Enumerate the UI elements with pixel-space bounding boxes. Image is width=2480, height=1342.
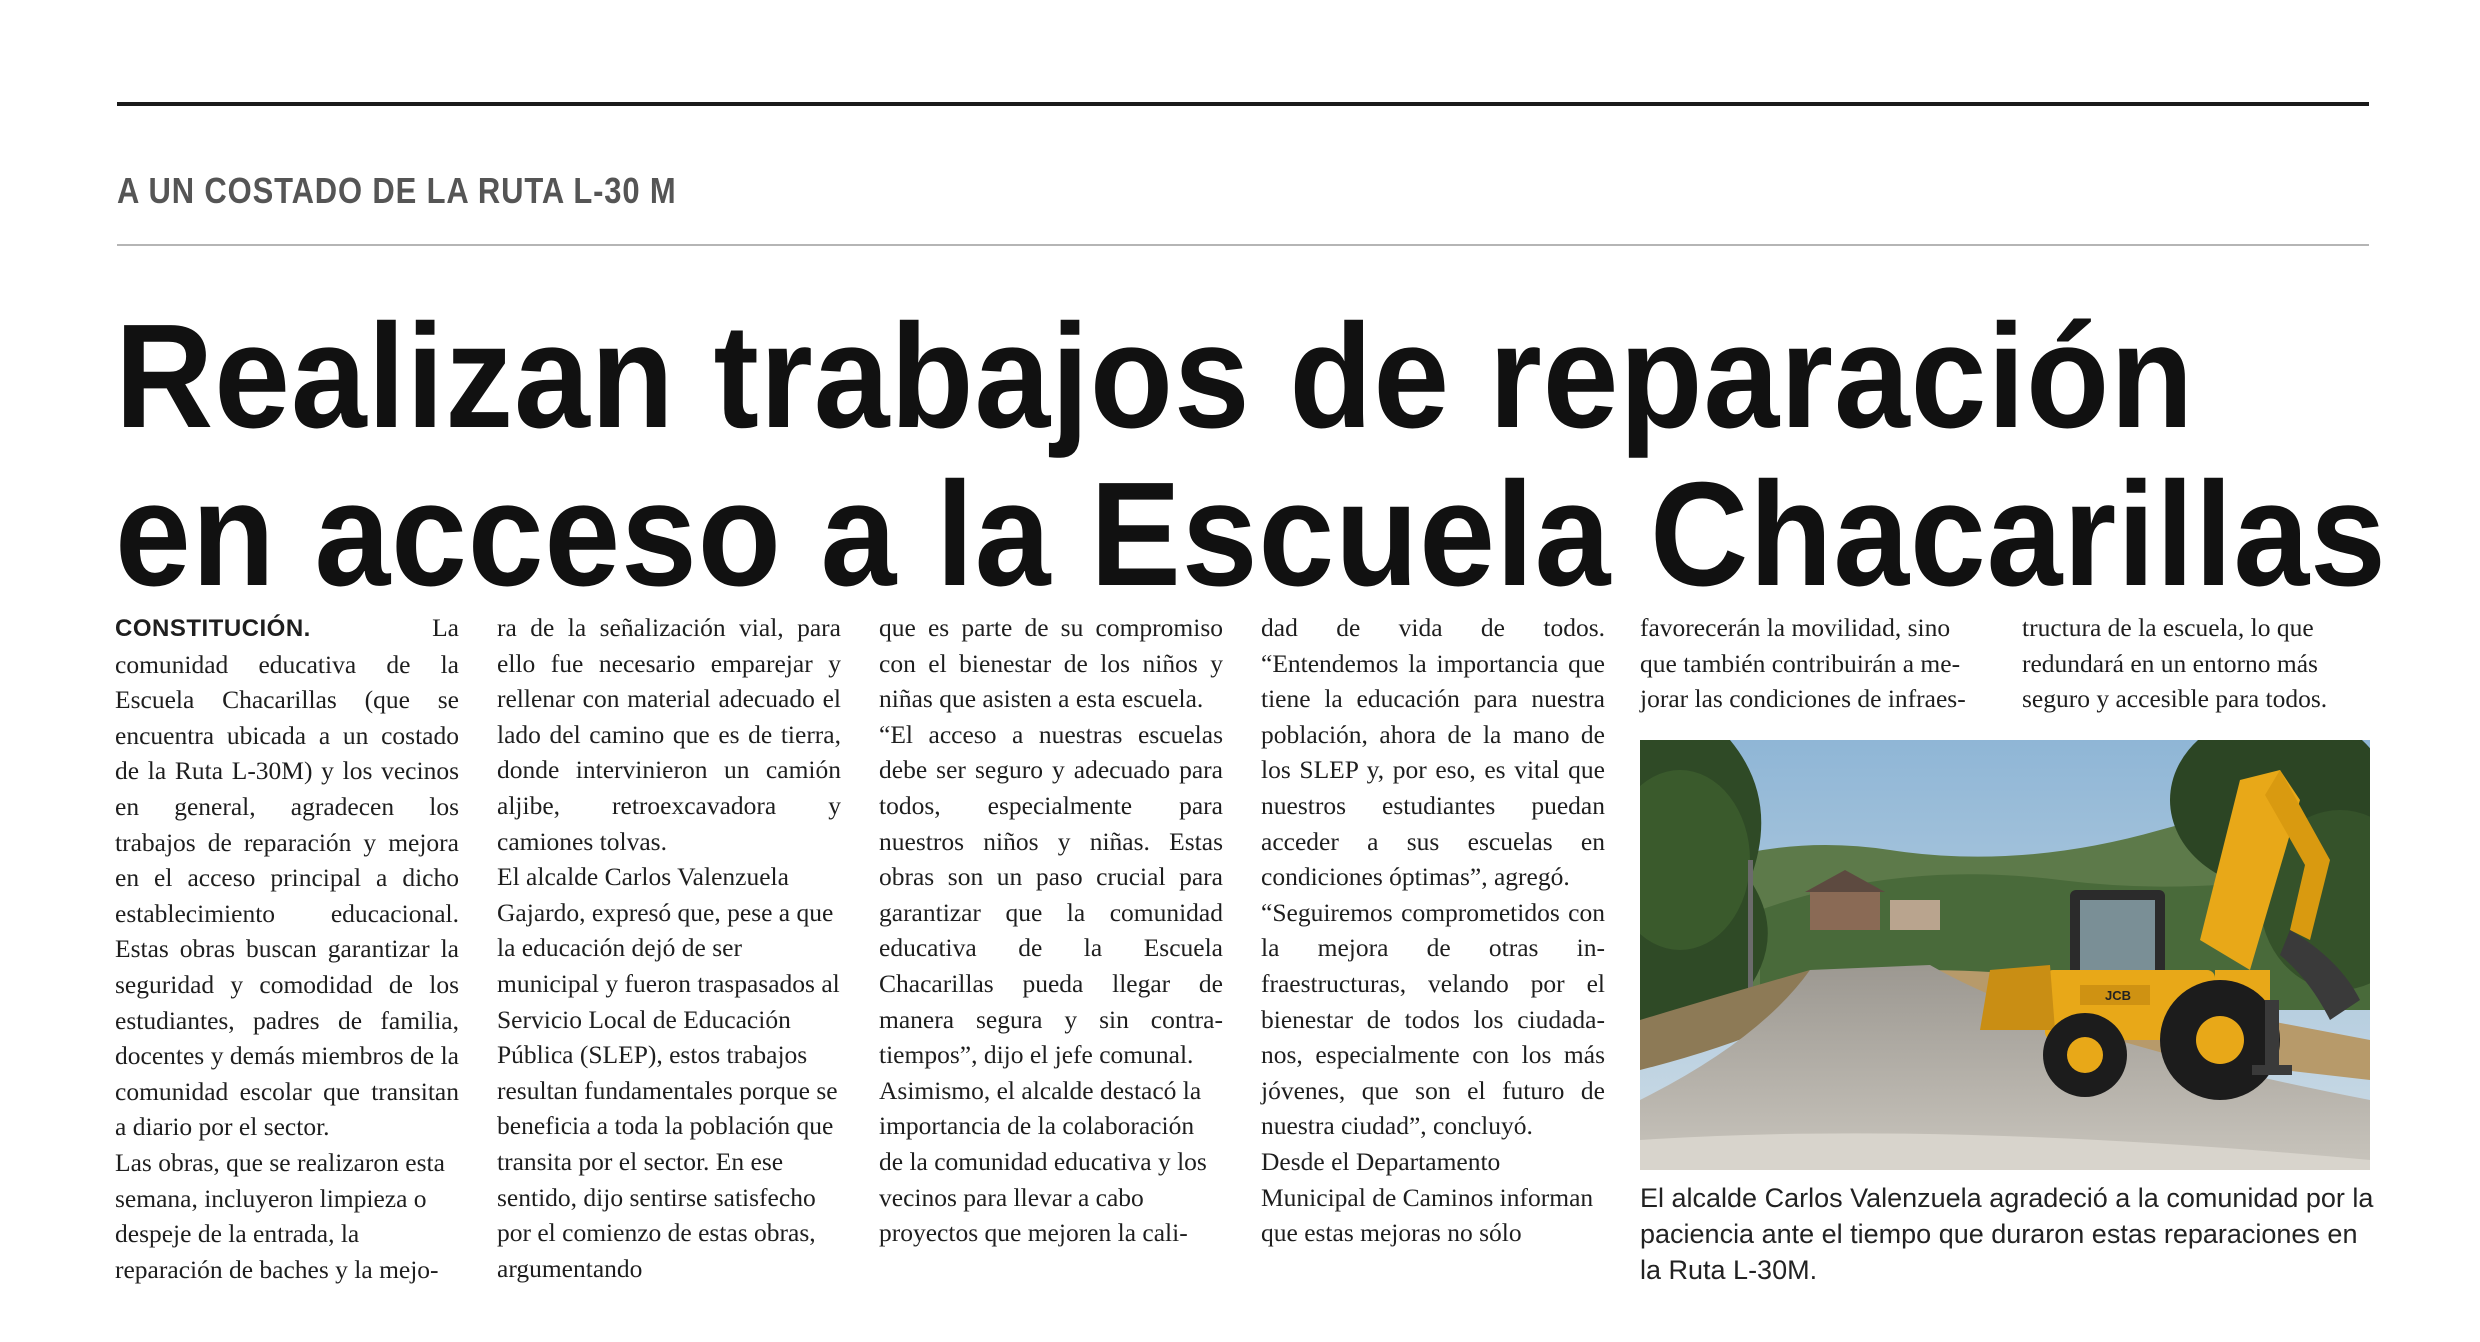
paragraph xyxy=(115,610,459,1145)
paragraph: que es parte de su compromiso con el bienestar de los niños y niñas que asisten a esta escuela. xyxy=(879,613,1223,714)
paragraph: Desde el Departamento Municipal de Caminos informan que estas mejoras no sólo xyxy=(1261,1146,1594,1248)
paragraph: Las obras, que se realizaron esta semana, incluyeron limpieza o despeje de la entrada, la reparación de baches y la mejo- xyxy=(115,1147,445,1284)
paragraph: Asimismo, el alcalde destacó la importancia de la colaboración de la comunidad educativa y los vecinos para llevar a cabo proyectos que mejoren la cali- xyxy=(879,1075,1207,1248)
text-column-6 xyxy=(2022,610,2369,717)
text-column-3 xyxy=(879,610,1223,1251)
text-column-4 xyxy=(1261,610,1605,1251)
kicker-rule xyxy=(117,244,2369,246)
photo-caption: El alcalde Carlos Valenzuela agradeció a la comunidad por la paciencia ante el tiempo que duraron estas reparaciones en la Ruta L-30M. xyxy=(1640,1183,2374,1285)
text-column-1 xyxy=(115,610,459,1287)
headline-line-2: en acceso a la Escuela Chacarillas xyxy=(115,452,2387,617)
article-kicker: A UN COSTADO DE LA RUTA L-30 M xyxy=(117,170,677,211)
headline-line-1: Realizan trabajos de reparación xyxy=(115,294,2195,459)
paragraph: dad de vida de todos. “Entendemos la importancia que tiene la educación para nuestra población, ahora de la mano de los SLEP y, por eso, es vital que nuestros estudiantes puedan acceder a sus escuelas en condiciones óptimas”, agregó. xyxy=(1261,613,1605,892)
paragraph: favorecerán la movilidad, sino que también contribuirán a mejorar las condiciones de infraes- xyxy=(1640,613,1966,714)
dateline: CONSTITUCIÓN. xyxy=(115,615,311,642)
paragraph: El alcalde Carlos Valenzuela Gajardo, expresó que, pese a que la educación dejó de ser municipal y fueron traspasados al Servicio Local de Educación Pública (SLEP), estos trabajos resultan fundamentales porque se beneficia a toda la población que transita por el sector. En ese sentido, dijo sentirse satisfecho por el comienzo de estas obras, argumentando xyxy=(497,862,840,1283)
paragraph: “El acceso a nuestras escuelas debe ser seguro y adecuado para todos, especialmente para nuestros niños y niñas. Estas obras son un paso crucial para garantizar que la comunidad educativa de la Escuela Chacarillas pueda llegar de manera segura y sin contratiempos”, dijo el jefe comunal. xyxy=(879,719,1223,1070)
svg-text:JCB: JCB xyxy=(2104,988,2132,1003)
backhoe-road-illustration xyxy=(1640,740,2370,1170)
top-rule xyxy=(117,102,2369,106)
article-headline xyxy=(115,294,2387,617)
paragraph: “Seguiremos comprometidos con la mejora de otras infraestructuras, velando por el bienestar de todos los ciudadanos, especialmente con los más jóvenes, que son el futuro de nuestra ciudad”, concluyó. xyxy=(1261,897,1605,1141)
paragraph: tructura de la escuela, lo que redundará en un entorno más seguro y accesible para todos. xyxy=(2022,613,2328,714)
text-column-2 xyxy=(497,610,841,1286)
article-photo xyxy=(1640,740,2370,1170)
text-column-5 xyxy=(1640,610,1985,717)
paragraph: ra de la señalización vial, para ello fue necesario emparejar y rellenar con material adecuado el lado del camino que es de tierra, donde intervinieron un camión aljibe, retroexcavadora y camiones tolvas. xyxy=(497,613,841,856)
paragraph-text: La comunidad educativa de la Escuela Chacarillas (que se encuentra ubicada a un costado de la Ruta L-30M) y los vecinos en general, agradecen los trabajos de reparación y mejora en el acceso principal a dicho establecimiento educacional. Estas obras buscan garantizar la seguridad y comodidad de los estudiantes, padres de familia, docentes y demás miembros de la comunidad escolar que transitan a diario por el sector. xyxy=(115,613,459,1142)
